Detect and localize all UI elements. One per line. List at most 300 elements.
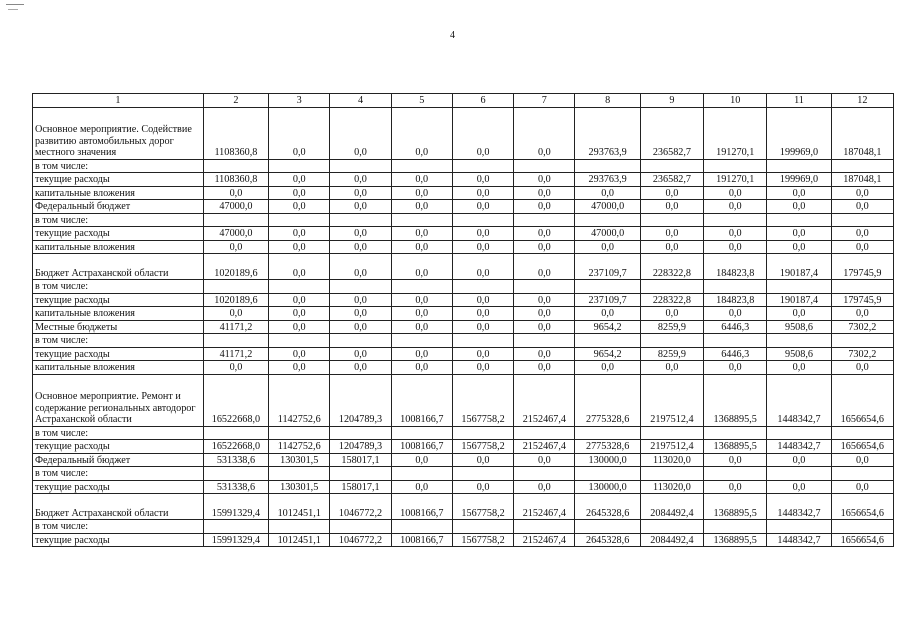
row-label: в том числе: — [33, 334, 204, 348]
value-cell: 2197512,4 — [640, 440, 703, 454]
value-cell: 1448342,7 — [767, 440, 831, 454]
value-cell — [767, 520, 831, 534]
value-cell — [575, 159, 640, 173]
value-cell: 1368895,5 — [704, 494, 767, 520]
column-number-cell: 4 — [330, 94, 391, 108]
value-cell: 2197512,4 — [640, 374, 703, 426]
value-cell: 0,0 — [767, 240, 831, 254]
table-row — [33, 361, 894, 375]
table-row — [33, 374, 894, 426]
value-cell — [391, 520, 452, 534]
scan-artifact-line — [6, 4, 24, 5]
row-label: в том числе: — [33, 467, 204, 481]
value-cell — [330, 213, 391, 227]
value-cell: 0,0 — [640, 307, 703, 321]
value-cell: 0,0 — [514, 254, 575, 280]
row-label: капитальные вложения — [33, 186, 204, 200]
table-row — [33, 173, 894, 187]
value-cell: 0,0 — [831, 200, 893, 214]
value-cell: 47000,0 — [575, 227, 640, 241]
value-cell: 0,0 — [391, 173, 452, 187]
value-cell — [704, 467, 767, 481]
value-cell: 184823,8 — [704, 293, 767, 307]
value-cell: 7302,2 — [831, 347, 893, 361]
value-cell: 0,0 — [514, 173, 575, 187]
value-cell: 0,0 — [452, 186, 513, 200]
value-cell: 0,0 — [330, 307, 391, 321]
value-cell: 531338,6 — [203, 453, 268, 467]
value-cell: 0,0 — [391, 320, 452, 334]
value-cell: 16522668,0 — [203, 440, 268, 454]
value-cell — [704, 426, 767, 440]
value-cell: 0,0 — [203, 361, 268, 375]
value-cell — [514, 334, 575, 348]
value-cell — [391, 426, 452, 440]
value-cell: 2775328,6 — [575, 374, 640, 426]
value-cell: 191270,1 — [704, 107, 767, 159]
value-cell: 236582,7 — [640, 173, 703, 187]
value-cell: 1567758,2 — [452, 374, 513, 426]
value-cell: 0,0 — [514, 293, 575, 307]
value-cell: 0,0 — [330, 173, 391, 187]
value-cell: 1656654,6 — [831, 494, 893, 520]
value-cell — [767, 426, 831, 440]
value-cell: 1448342,7 — [767, 494, 831, 520]
value-cell — [704, 159, 767, 173]
value-cell: 0,0 — [704, 453, 767, 467]
value-cell — [767, 159, 831, 173]
value-cell: 236582,7 — [640, 107, 703, 159]
value-cell: 130301,5 — [269, 453, 330, 467]
value-cell: 228322,8 — [640, 254, 703, 280]
value-cell: 0,0 — [575, 307, 640, 321]
value-cell — [640, 467, 703, 481]
value-cell — [575, 426, 640, 440]
row-label: в том числе: — [33, 159, 204, 173]
row-label: Бюджет Астраханской области — [33, 494, 204, 520]
value-cell: 1448342,7 — [767, 533, 831, 547]
value-cell: 187048,1 — [831, 107, 893, 159]
value-cell: 8259,9 — [640, 347, 703, 361]
budget-table-body — [33, 94, 894, 547]
value-cell: 0,0 — [452, 293, 513, 307]
value-cell: 191270,1 — [704, 173, 767, 187]
value-cell: 16522668,0 — [203, 374, 268, 426]
value-cell — [269, 467, 330, 481]
table-row — [33, 320, 894, 334]
value-cell: 1008166,7 — [391, 374, 452, 426]
value-cell: 0,0 — [640, 361, 703, 375]
value-cell: 9654,2 — [575, 347, 640, 361]
value-cell — [269, 280, 330, 294]
row-label: капитальные вложения — [33, 307, 204, 321]
value-cell — [831, 334, 893, 348]
value-cell: 47000,0 — [575, 200, 640, 214]
value-cell: 0,0 — [391, 307, 452, 321]
value-cell — [391, 280, 452, 294]
value-cell — [330, 520, 391, 534]
value-cell: 0,0 — [767, 200, 831, 214]
value-cell: 158017,1 — [330, 480, 391, 494]
value-cell: 47000,0 — [203, 200, 268, 214]
row-label: Федеральный бюджет — [33, 453, 204, 467]
value-cell — [514, 159, 575, 173]
value-cell: 1108360,8 — [203, 107, 268, 159]
value-cell: 2645328,6 — [575, 494, 640, 520]
value-cell — [452, 280, 513, 294]
value-cell: 0,0 — [514, 200, 575, 214]
value-cell: 1368895,5 — [704, 374, 767, 426]
value-cell: 1020189,6 — [203, 293, 268, 307]
column-number-cell: 8 — [575, 94, 640, 108]
row-label: текущие расходы — [33, 173, 204, 187]
value-cell: 7302,2 — [831, 320, 893, 334]
table-row — [33, 280, 894, 294]
value-cell: 0,0 — [452, 240, 513, 254]
value-cell: 9508,6 — [767, 347, 831, 361]
value-cell — [831, 467, 893, 481]
table-row — [33, 307, 894, 321]
value-cell: 0,0 — [269, 186, 330, 200]
value-cell — [330, 426, 391, 440]
value-cell: 0,0 — [514, 307, 575, 321]
value-cell — [203, 159, 268, 173]
value-cell — [269, 426, 330, 440]
value-cell — [831, 426, 893, 440]
value-cell — [767, 467, 831, 481]
value-cell: 0,0 — [391, 227, 452, 241]
value-cell: 0,0 — [391, 293, 452, 307]
value-cell: 0,0 — [704, 240, 767, 254]
value-cell — [452, 213, 513, 227]
value-cell: 113020,0 — [640, 480, 703, 494]
value-cell: 0,0 — [452, 173, 513, 187]
value-cell — [330, 280, 391, 294]
value-cell — [704, 520, 767, 534]
value-cell — [640, 520, 703, 534]
value-cell: 1142752,6 — [269, 374, 330, 426]
value-cell: 2084492,4 — [640, 533, 703, 547]
value-cell: 0,0 — [514, 107, 575, 159]
value-cell: 0,0 — [330, 186, 391, 200]
value-cell: 1142752,6 — [269, 440, 330, 454]
value-cell: 0,0 — [269, 200, 330, 214]
value-cell: 0,0 — [203, 240, 268, 254]
table-row — [33, 453, 894, 467]
value-cell — [203, 213, 268, 227]
column-number-cell: 5 — [391, 94, 452, 108]
value-cell: 0,0 — [831, 361, 893, 375]
value-cell — [203, 520, 268, 534]
table-row — [33, 293, 894, 307]
value-cell: 0,0 — [704, 200, 767, 214]
value-cell — [203, 467, 268, 481]
value-cell: 0,0 — [391, 200, 452, 214]
row-label: Бюджет Астраханской области — [33, 254, 204, 280]
table-row — [33, 480, 894, 494]
column-number-cell: 12 — [831, 94, 893, 108]
value-cell: 1046772,2 — [330, 494, 391, 520]
table-row — [33, 426, 894, 440]
value-cell: 199969,0 — [767, 107, 831, 159]
table-row — [33, 159, 894, 173]
value-cell — [514, 467, 575, 481]
value-cell: 0,0 — [767, 480, 831, 494]
row-label: Основное мероприятие. Содействие развитию автомобильных дорог местного значения — [33, 107, 204, 159]
value-cell: 0,0 — [391, 186, 452, 200]
value-cell: 0,0 — [269, 293, 330, 307]
value-cell: 0,0 — [452, 107, 513, 159]
table-row — [33, 334, 894, 348]
value-cell — [640, 159, 703, 173]
row-label: в том числе: — [33, 520, 204, 534]
value-cell: 0,0 — [640, 227, 703, 241]
value-cell — [452, 159, 513, 173]
value-cell: 1567758,2 — [452, 533, 513, 547]
value-cell: 1008166,7 — [391, 494, 452, 520]
row-label: в том числе: — [33, 213, 204, 227]
table-row — [33, 347, 894, 361]
value-cell: 0,0 — [452, 307, 513, 321]
value-cell — [514, 520, 575, 534]
value-cell — [640, 280, 703, 294]
value-cell — [640, 426, 703, 440]
value-cell: 130000,0 — [575, 480, 640, 494]
value-cell: 1368895,5 — [704, 440, 767, 454]
value-cell: 190187,4 — [767, 254, 831, 280]
column-number-row — [33, 94, 894, 108]
column-number-cell: 2 — [203, 94, 268, 108]
column-number-cell: 1 — [33, 94, 204, 108]
value-cell: 0,0 — [704, 227, 767, 241]
value-cell: 228322,8 — [640, 293, 703, 307]
table-row — [33, 254, 894, 280]
value-cell — [575, 280, 640, 294]
value-cell — [831, 280, 893, 294]
value-cell: 0,0 — [514, 453, 575, 467]
value-cell: 0,0 — [767, 186, 831, 200]
value-cell: 1008166,7 — [391, 533, 452, 547]
value-cell — [704, 334, 767, 348]
value-cell: 0,0 — [391, 107, 452, 159]
value-cell — [203, 334, 268, 348]
value-cell: 0,0 — [767, 307, 831, 321]
value-cell: 47000,0 — [203, 227, 268, 241]
value-cell: 0,0 — [330, 227, 391, 241]
table-row — [33, 186, 894, 200]
value-cell: 0,0 — [330, 347, 391, 361]
value-cell — [575, 213, 640, 227]
value-cell: 0,0 — [767, 361, 831, 375]
row-label: текущие расходы — [33, 533, 204, 547]
value-cell: 0,0 — [269, 361, 330, 375]
column-number-cell: 11 — [767, 94, 831, 108]
value-cell — [575, 467, 640, 481]
table-row — [33, 440, 894, 454]
value-cell: 0,0 — [831, 307, 893, 321]
value-cell: 0,0 — [203, 307, 268, 321]
value-cell: 1204789,3 — [330, 374, 391, 426]
table-row — [33, 227, 894, 241]
value-cell — [452, 334, 513, 348]
value-cell: 2152467,4 — [514, 533, 575, 547]
value-cell: 0,0 — [514, 320, 575, 334]
value-cell: 0,0 — [831, 186, 893, 200]
value-cell: 237109,7 — [575, 293, 640, 307]
value-cell: 0,0 — [704, 186, 767, 200]
value-cell — [391, 334, 452, 348]
value-cell: 0,0 — [269, 254, 330, 280]
value-cell: 0,0 — [452, 254, 513, 280]
value-cell: 2152467,4 — [514, 494, 575, 520]
value-cell: 0,0 — [640, 200, 703, 214]
value-cell: 293763,9 — [575, 107, 640, 159]
value-cell: 0,0 — [391, 361, 452, 375]
value-cell: 187048,1 — [831, 173, 893, 187]
value-cell — [391, 213, 452, 227]
value-cell — [269, 334, 330, 348]
row-label: Федеральный бюджет — [33, 200, 204, 214]
row-label: капитальные вложения — [33, 361, 204, 375]
value-cell: 130000,0 — [575, 453, 640, 467]
value-cell — [330, 159, 391, 173]
value-cell: 15991329,4 — [203, 533, 268, 547]
value-cell: 0,0 — [514, 347, 575, 361]
value-cell: 6446,3 — [704, 347, 767, 361]
value-cell: 0,0 — [640, 240, 703, 254]
table-row — [33, 213, 894, 227]
value-cell: 0,0 — [330, 293, 391, 307]
value-cell — [514, 426, 575, 440]
table-row — [33, 494, 894, 520]
value-cell: 0,0 — [831, 453, 893, 467]
value-cell: 293763,9 — [575, 173, 640, 187]
value-cell: 0,0 — [452, 361, 513, 375]
value-cell: 0,0 — [831, 240, 893, 254]
value-cell — [391, 467, 452, 481]
value-cell: 0,0 — [391, 480, 452, 494]
value-cell — [767, 280, 831, 294]
value-cell: 1020189,6 — [203, 254, 268, 280]
value-cell — [514, 280, 575, 294]
value-cell: 1108360,8 — [203, 173, 268, 187]
value-cell: 0,0 — [704, 480, 767, 494]
value-cell — [704, 280, 767, 294]
value-cell: 0,0 — [514, 480, 575, 494]
value-cell: 158017,1 — [330, 453, 391, 467]
value-cell — [575, 334, 640, 348]
value-cell: 0,0 — [514, 186, 575, 200]
value-cell: 0,0 — [575, 361, 640, 375]
value-cell: 179745,9 — [831, 293, 893, 307]
value-cell: 0,0 — [452, 453, 513, 467]
value-cell — [640, 213, 703, 227]
value-cell: 0,0 — [767, 453, 831, 467]
value-cell: 0,0 — [831, 480, 893, 494]
value-cell — [452, 520, 513, 534]
value-cell — [704, 213, 767, 227]
value-cell — [330, 467, 391, 481]
value-cell: 0,0 — [704, 361, 767, 375]
row-label: текущие расходы — [33, 293, 204, 307]
row-label: капитальные вложения — [33, 240, 204, 254]
value-cell — [767, 213, 831, 227]
page-number: 4 — [450, 30, 455, 41]
value-cell: 6446,3 — [704, 320, 767, 334]
budget-table — [32, 93, 894, 547]
value-cell — [767, 334, 831, 348]
value-cell: 0,0 — [391, 347, 452, 361]
value-cell: 1012451,1 — [269, 494, 330, 520]
value-cell: 130301,5 — [269, 480, 330, 494]
value-cell: 2152467,4 — [514, 440, 575, 454]
value-cell: 0,0 — [391, 453, 452, 467]
value-cell: 0,0 — [452, 480, 513, 494]
row-label: текущие расходы — [33, 480, 204, 494]
value-cell: 1046772,2 — [330, 533, 391, 547]
table-row — [33, 533, 894, 547]
value-cell — [831, 213, 893, 227]
value-cell — [203, 426, 268, 440]
value-cell: 0,0 — [514, 240, 575, 254]
value-cell — [640, 334, 703, 348]
value-cell — [203, 280, 268, 294]
value-cell: 1656654,6 — [831, 374, 893, 426]
value-cell: 237109,7 — [575, 254, 640, 280]
value-cell: 0,0 — [330, 254, 391, 280]
row-label: текущие расходы — [33, 347, 204, 361]
value-cell — [575, 520, 640, 534]
value-cell: 2775328,6 — [575, 440, 640, 454]
value-cell: 0,0 — [269, 227, 330, 241]
value-cell: 0,0 — [269, 173, 330, 187]
table-row — [33, 520, 894, 534]
value-cell: 1567758,2 — [452, 440, 513, 454]
value-cell: 190187,4 — [767, 293, 831, 307]
value-cell: 0,0 — [452, 320, 513, 334]
value-cell: 1448342,7 — [767, 374, 831, 426]
value-cell: 0,0 — [330, 320, 391, 334]
value-cell — [269, 213, 330, 227]
value-cell — [391, 159, 452, 173]
value-cell: 0,0 — [514, 361, 575, 375]
value-cell: 0,0 — [330, 200, 391, 214]
value-cell: 1012451,1 — [269, 533, 330, 547]
value-cell: 0,0 — [269, 107, 330, 159]
column-number-cell: 9 — [640, 94, 703, 108]
column-number-cell: 3 — [269, 94, 330, 108]
value-cell — [269, 159, 330, 173]
scan-artifact-line-short — [8, 9, 18, 10]
value-cell: 0,0 — [330, 107, 391, 159]
value-cell: 0,0 — [391, 254, 452, 280]
value-cell: 0,0 — [452, 227, 513, 241]
value-cell: 0,0 — [575, 240, 640, 254]
value-cell: 0,0 — [269, 320, 330, 334]
value-cell: 0,0 — [640, 186, 703, 200]
value-cell: 0,0 — [452, 200, 513, 214]
value-cell — [330, 334, 391, 348]
value-cell: 1656654,6 — [831, 440, 893, 454]
value-cell — [831, 520, 893, 534]
column-number-cell: 6 — [452, 94, 513, 108]
value-cell: 0,0 — [203, 186, 268, 200]
value-cell — [452, 467, 513, 481]
value-cell: 531338,6 — [203, 480, 268, 494]
row-label: в том числе: — [33, 280, 204, 294]
value-cell: 2152467,4 — [514, 374, 575, 426]
value-cell: 0,0 — [269, 240, 330, 254]
